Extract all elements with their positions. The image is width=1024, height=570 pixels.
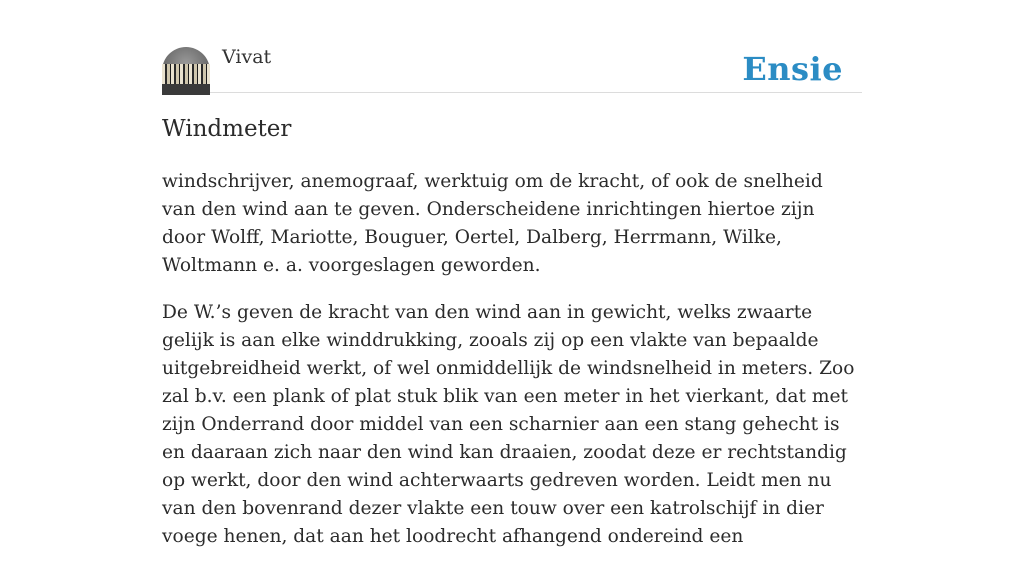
article-body xyxy=(162,168,862,570)
brand-logo[interactable]: Ensie xyxy=(742,50,843,88)
page-container xyxy=(162,0,862,547)
shelf-decoration xyxy=(162,84,210,95)
author-name[interactable]: Vivat xyxy=(222,46,272,68)
article-title: Windmeter xyxy=(162,116,292,142)
article-paragraph: windschrijver, anemograaf, werktuig om de kracht, of ook de snelheid van den wind aan te geven. Onderscheidene inrichtingen hiertoe zijn door Wolff, Mariotte, Bouguer, Oertel, Dalberg, Herrmann, Wilke, Woltmann e. a. voorgeslagen geworden. xyxy=(162,171,823,276)
article-paragraph: De W.’s geven de kracht van den wind aan in gewicht, welks zwaarte gelijk is aan elke winddrukking, zooals zij op een vlakte van bepaalde uitgebreidheid werkt, of wel onmiddellijk de windsnelheid in meters. Zoo zal b.v. een plank of plat stuk blik van een meter in het vierkant, dat met zijn Onderrand door middel van een scharnier aan een stang gehecht is en daaraan zich naar den wind kan draaien, zoodat deze er rechtstandig op werkt, door den wind achterwaarts gedreven worden. Leidt men nu van den bovenrand dezer vlakte een touw over een katrolschijf in dier voege henen, dat aan het loodrecht afhangend ondereind een xyxy=(162,302,855,547)
author-avatar[interactable] xyxy=(162,47,210,95)
bookshelf-icon xyxy=(162,64,210,84)
header xyxy=(162,0,862,93)
